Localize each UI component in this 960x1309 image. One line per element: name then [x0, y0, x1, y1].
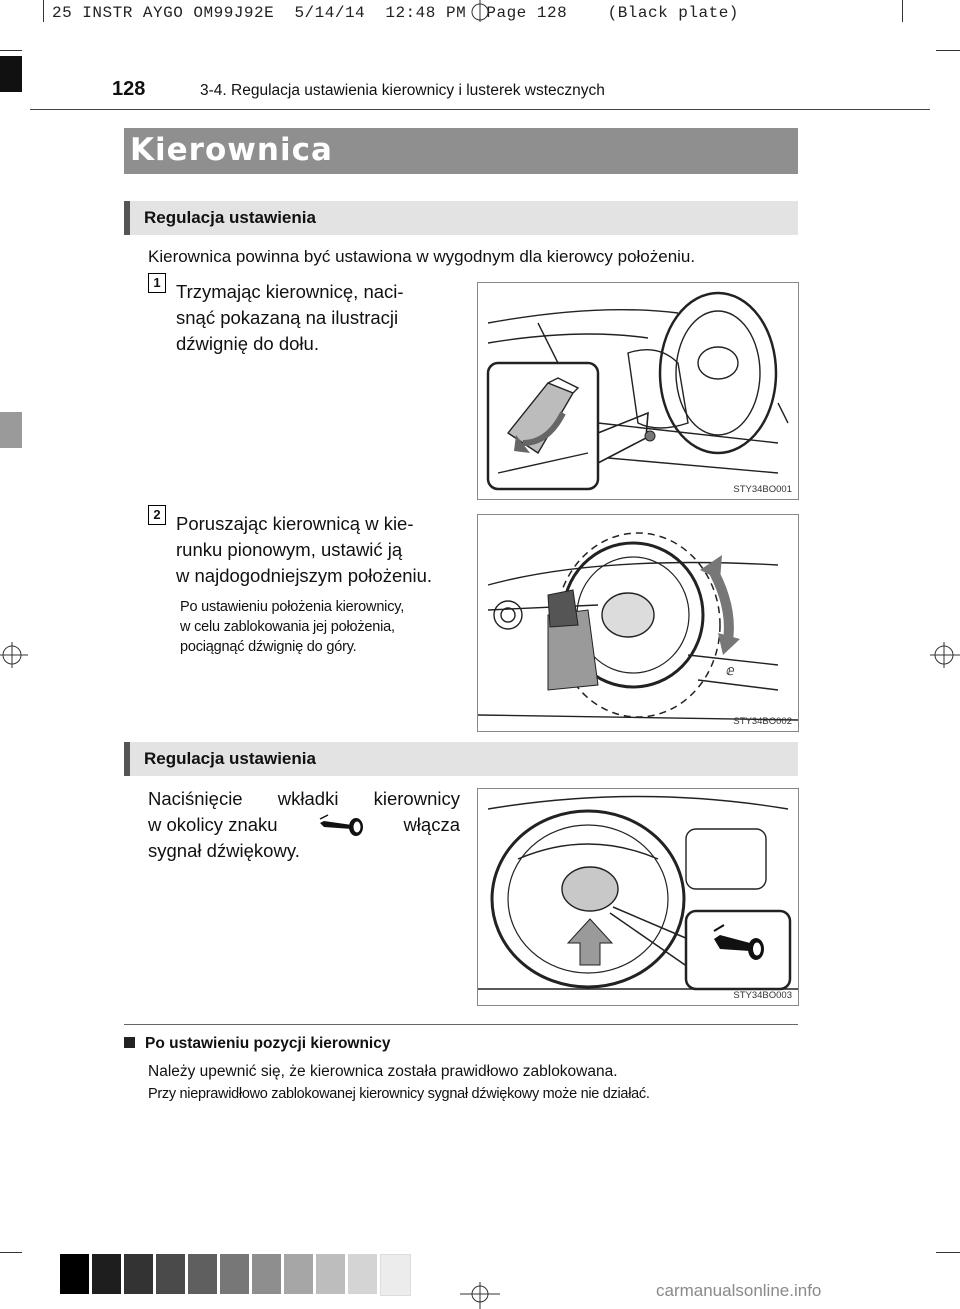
horn-line-2a: w okolicy znaku: [148, 814, 278, 835]
crop-mark: [43, 0, 44, 22]
color-swatch: [124, 1254, 153, 1294]
section-header: 3-4. Regulacja ustawienia kierownicy i lusterek wstecznych: [200, 82, 605, 99]
step2-line: runku pionowym, ustawić ją: [176, 539, 403, 560]
steering-tilt-illustration: [478, 515, 798, 731]
step-number-2: 2: [148, 505, 166, 525]
color-swatch-strip: [60, 1254, 414, 1296]
figure-steering-tilt: [477, 514, 799, 732]
color-swatch: [220, 1254, 249, 1294]
horn-line-1: Naciśnięcie wkładki kierownicy: [148, 788, 460, 809]
horn-illustration: [478, 789, 798, 1005]
crop-mark: [936, 50, 960, 51]
step1-line: snąć pokazaną na ilustracji: [176, 307, 399, 328]
subsection-title-2: Regulacja ustawienia: [144, 749, 316, 768]
figure-code-3: STY34BO003: [733, 990, 792, 1001]
color-swatch: [380, 1254, 411, 1296]
subsection-bar-2: [124, 742, 798, 776]
horn-line-2: [148, 812, 460, 838]
step2-line: w najdogodniejszym położeniu.: [176, 565, 433, 586]
crop-mark: [0, 50, 22, 51]
step2-note-line: pociągnąć dźwignię do góry.: [180, 639, 357, 655]
chapter-tab-black: [0, 56, 22, 92]
step1-line: Trzymając kierownicę, naci-: [176, 281, 404, 302]
color-swatch: [284, 1254, 313, 1294]
registration-mark-top: [460, 0, 500, 22]
step1-text: [176, 279, 460, 357]
svg-text:ⅇ: ⅇ: [726, 663, 735, 679]
figure-code-1: STY34BO001: [733, 484, 792, 495]
figure-code-2: STY34BO002: [733, 716, 792, 727]
step-number-1: 1: [148, 273, 166, 293]
title-bar: [124, 128, 798, 174]
color-swatch: [92, 1254, 121, 1294]
horn-line-3: sygnał dźwiękowy.: [148, 840, 300, 861]
watermark: carmanualsonline.info: [656, 1281, 822, 1300]
step2-note: [180, 597, 464, 657]
color-swatch: [316, 1254, 345, 1294]
bullet-square-icon: [124, 1037, 135, 1048]
registration-mark-left: [0, 640, 30, 670]
page-number: 128: [112, 78, 146, 100]
note-heading-text: Po ustawieniu pozycji kierownicy: [145, 1035, 391, 1052]
color-swatch: [60, 1254, 89, 1294]
subsection-bar-1: [124, 201, 798, 235]
note-rule: [124, 1024, 798, 1025]
horn-text: [148, 786, 460, 864]
step2-note-line: Po ustawieniu położenia kierownicy,: [180, 599, 405, 615]
step1-line: dźwignię do dołu.: [176, 333, 319, 354]
horn-icon: [316, 813, 366, 837]
crop-mark: [902, 0, 903, 22]
page-title: Kierownica: [130, 132, 333, 168]
figure-steering-lever: [477, 282, 799, 500]
chapter-tab-grey: [0, 412, 22, 448]
intro-text: Kierownica powinna być ustawiona w wygodnym dla kierowcy położeniu.: [148, 247, 696, 266]
color-swatch: [188, 1254, 217, 1294]
horn-line-2b: włącza: [403, 814, 460, 835]
color-swatch: [156, 1254, 185, 1294]
crop-mark: [936, 1252, 960, 1253]
crop-mark: [0, 1252, 22, 1253]
step2-note-line: w celu zablokowania jej położenia,: [180, 619, 395, 635]
step2-text: [176, 511, 460, 589]
steering-lever-illustration: [478, 283, 798, 499]
note-line-2: Przy nieprawidłowo zablokowanej kierownicy sygnał dźwiękowy może nie działać.: [148, 1086, 650, 1102]
subsection-title-1: Regulacja ustawienia: [144, 208, 316, 227]
note-line-1: Należy upewnić się, że kierownica została prawidłowo zablokowana.: [148, 1063, 618, 1080]
registration-mark-bottom: [460, 1282, 500, 1309]
note-heading: [124, 1035, 390, 1053]
registration-mark-right: [926, 640, 960, 670]
figure-horn: [477, 788, 799, 1006]
print-header: 25 INSTR AYGO OM99J92E 5/14/14 12:48 PM Page 128 (Black plate): [52, 4, 739, 22]
step2-line: Poruszając kierownicą w kie-: [176, 513, 414, 534]
header-rule: [30, 109, 930, 110]
color-swatch: [348, 1254, 377, 1294]
color-swatch: [252, 1254, 281, 1294]
